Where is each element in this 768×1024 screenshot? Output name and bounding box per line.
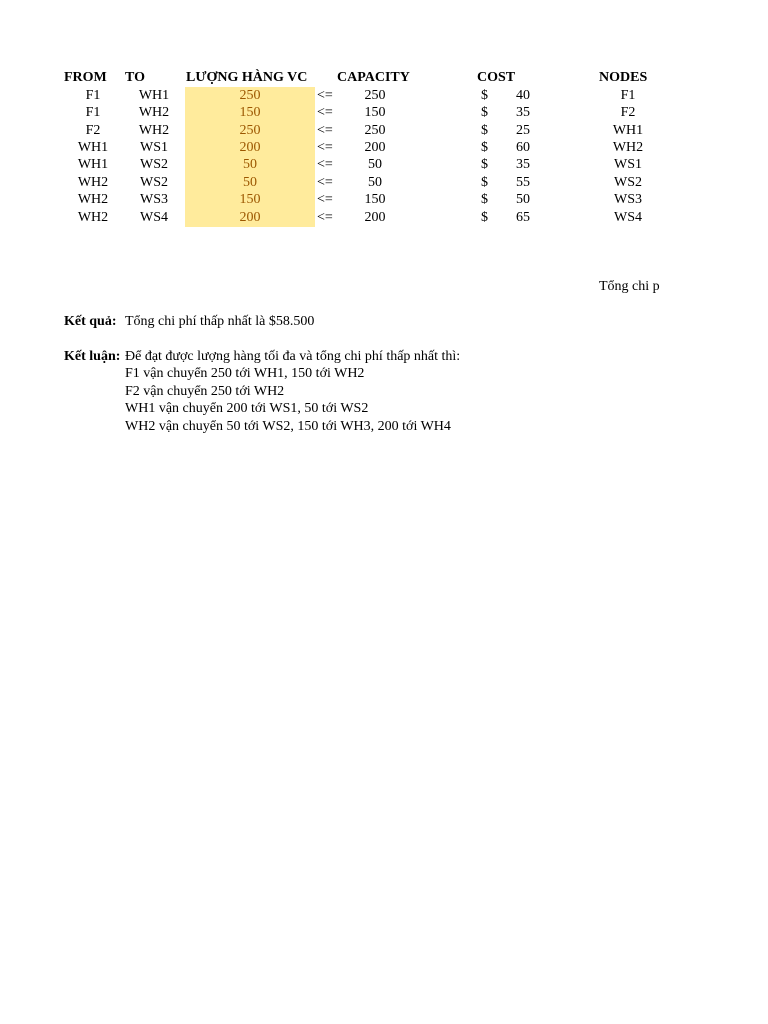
cell-currency: $ bbox=[481, 175, 488, 190]
result-label: Kết quả: bbox=[64, 314, 117, 329]
cell-from: WH2 bbox=[77, 210, 109, 225]
conclusion-label: Kết luận: bbox=[64, 349, 121, 364]
cell-currency: $ bbox=[481, 88, 488, 103]
cell-amount[interactable]: 50 bbox=[243, 175, 257, 190]
node-item: WH2 bbox=[612, 140, 644, 155]
cell-operator: <= bbox=[317, 175, 333, 190]
cell-currency: $ bbox=[481, 210, 488, 225]
cell-capacity: 200 bbox=[364, 210, 386, 225]
header-nodes: NODES bbox=[599, 70, 648, 85]
cell-operator: <= bbox=[317, 140, 333, 155]
cell-currency: $ bbox=[481, 192, 488, 207]
node-item: WS2 bbox=[614, 175, 642, 190]
cell-to: WH1 bbox=[138, 88, 170, 103]
cell-amount[interactable]: 150 bbox=[239, 192, 261, 207]
node-item: WS3 bbox=[614, 192, 642, 207]
conclusion-line: Để đạt được lượng hàng tối đa và tổng chi phí thấp nhất thì: bbox=[125, 349, 461, 364]
header-capacity: CAPACITY bbox=[337, 70, 410, 85]
cell-cost: 35 bbox=[516, 157, 530, 172]
header-to: TO bbox=[125, 70, 145, 85]
cell-capacity: 50 bbox=[368, 157, 382, 172]
cell-capacity: 150 bbox=[364, 192, 386, 207]
cell-amount[interactable]: 150 bbox=[239, 105, 261, 120]
header-amount: LƯỢNG HÀNG VC bbox=[186, 70, 308, 85]
conclusion-line: F1 vận chuyển 250 tới WH1, 150 tới WH2 bbox=[125, 366, 365, 381]
cell-operator: <= bbox=[317, 88, 333, 103]
cell-to: WH2 bbox=[138, 105, 170, 120]
cell-from: WH2 bbox=[77, 175, 109, 190]
cell-cost: 60 bbox=[516, 140, 530, 155]
cell-cost: 55 bbox=[516, 175, 530, 190]
node-item: WS1 bbox=[614, 157, 642, 172]
conclusion-line: F2 vận chuyển 250 tới WH2 bbox=[125, 384, 285, 399]
cell-currency: $ bbox=[481, 123, 488, 138]
cell-amount[interactable]: 50 bbox=[243, 157, 257, 172]
cell-to: WS1 bbox=[140, 140, 168, 155]
cell-from: F1 bbox=[85, 88, 101, 103]
cell-from: WH1 bbox=[77, 140, 109, 155]
cell-to: WH2 bbox=[138, 123, 170, 138]
node-item: WH1 bbox=[612, 123, 644, 138]
cell-amount[interactable]: 200 bbox=[239, 140, 261, 155]
cell-to: WS2 bbox=[140, 175, 168, 190]
cell-to: WS2 bbox=[140, 157, 168, 172]
cell-amount[interactable]: 200 bbox=[239, 210, 261, 225]
cell-from: F1 bbox=[85, 105, 101, 120]
header-cost: COST bbox=[477, 70, 516, 85]
node-item: WS4 bbox=[614, 210, 642, 225]
cell-cost: 35 bbox=[516, 105, 530, 120]
cell-operator: <= bbox=[317, 105, 333, 120]
cell-capacity: 150 bbox=[364, 105, 386, 120]
cell-cost: 40 bbox=[516, 88, 530, 103]
cell-operator: <= bbox=[317, 210, 333, 225]
cell-from: F2 bbox=[85, 123, 101, 138]
cell-capacity: 250 bbox=[364, 123, 386, 138]
node-item: F2 bbox=[620, 105, 636, 120]
cell-currency: $ bbox=[481, 105, 488, 120]
cell-operator: <= bbox=[317, 123, 333, 138]
node-item: F1 bbox=[620, 88, 636, 103]
header-from: FROM bbox=[64, 70, 107, 85]
cell-currency: $ bbox=[481, 140, 488, 155]
cell-from: WH1 bbox=[77, 157, 109, 172]
cell-to: WS4 bbox=[140, 210, 168, 225]
cell-cost: 50 bbox=[516, 192, 530, 207]
cell-cost: 25 bbox=[516, 123, 530, 138]
cell-capacity: 50 bbox=[368, 175, 382, 190]
cell-operator: <= bbox=[317, 157, 333, 172]
cell-capacity: 250 bbox=[364, 88, 386, 103]
total-cost-label: Tổng chi p bbox=[599, 279, 660, 294]
conclusion-line: WH1 vận chuyển 200 tới WS1, 50 tới WS2 bbox=[125, 401, 369, 416]
cell-cost: 65 bbox=[516, 210, 530, 225]
cell-currency: $ bbox=[481, 157, 488, 172]
cell-operator: <= bbox=[317, 192, 333, 207]
cell-to: WS3 bbox=[140, 192, 168, 207]
cell-amount[interactable]: 250 bbox=[239, 88, 261, 103]
result-text: Tổng chi phí thấp nhất là $58.500 bbox=[125, 314, 315, 329]
cell-amount[interactable]: 250 bbox=[239, 123, 261, 138]
cell-from: WH2 bbox=[77, 192, 109, 207]
cell-capacity: 200 bbox=[364, 140, 386, 155]
conclusion-line: WH2 vận chuyển 50 tới WS2, 150 tới WH3, 200 tới WH4 bbox=[125, 419, 451, 434]
